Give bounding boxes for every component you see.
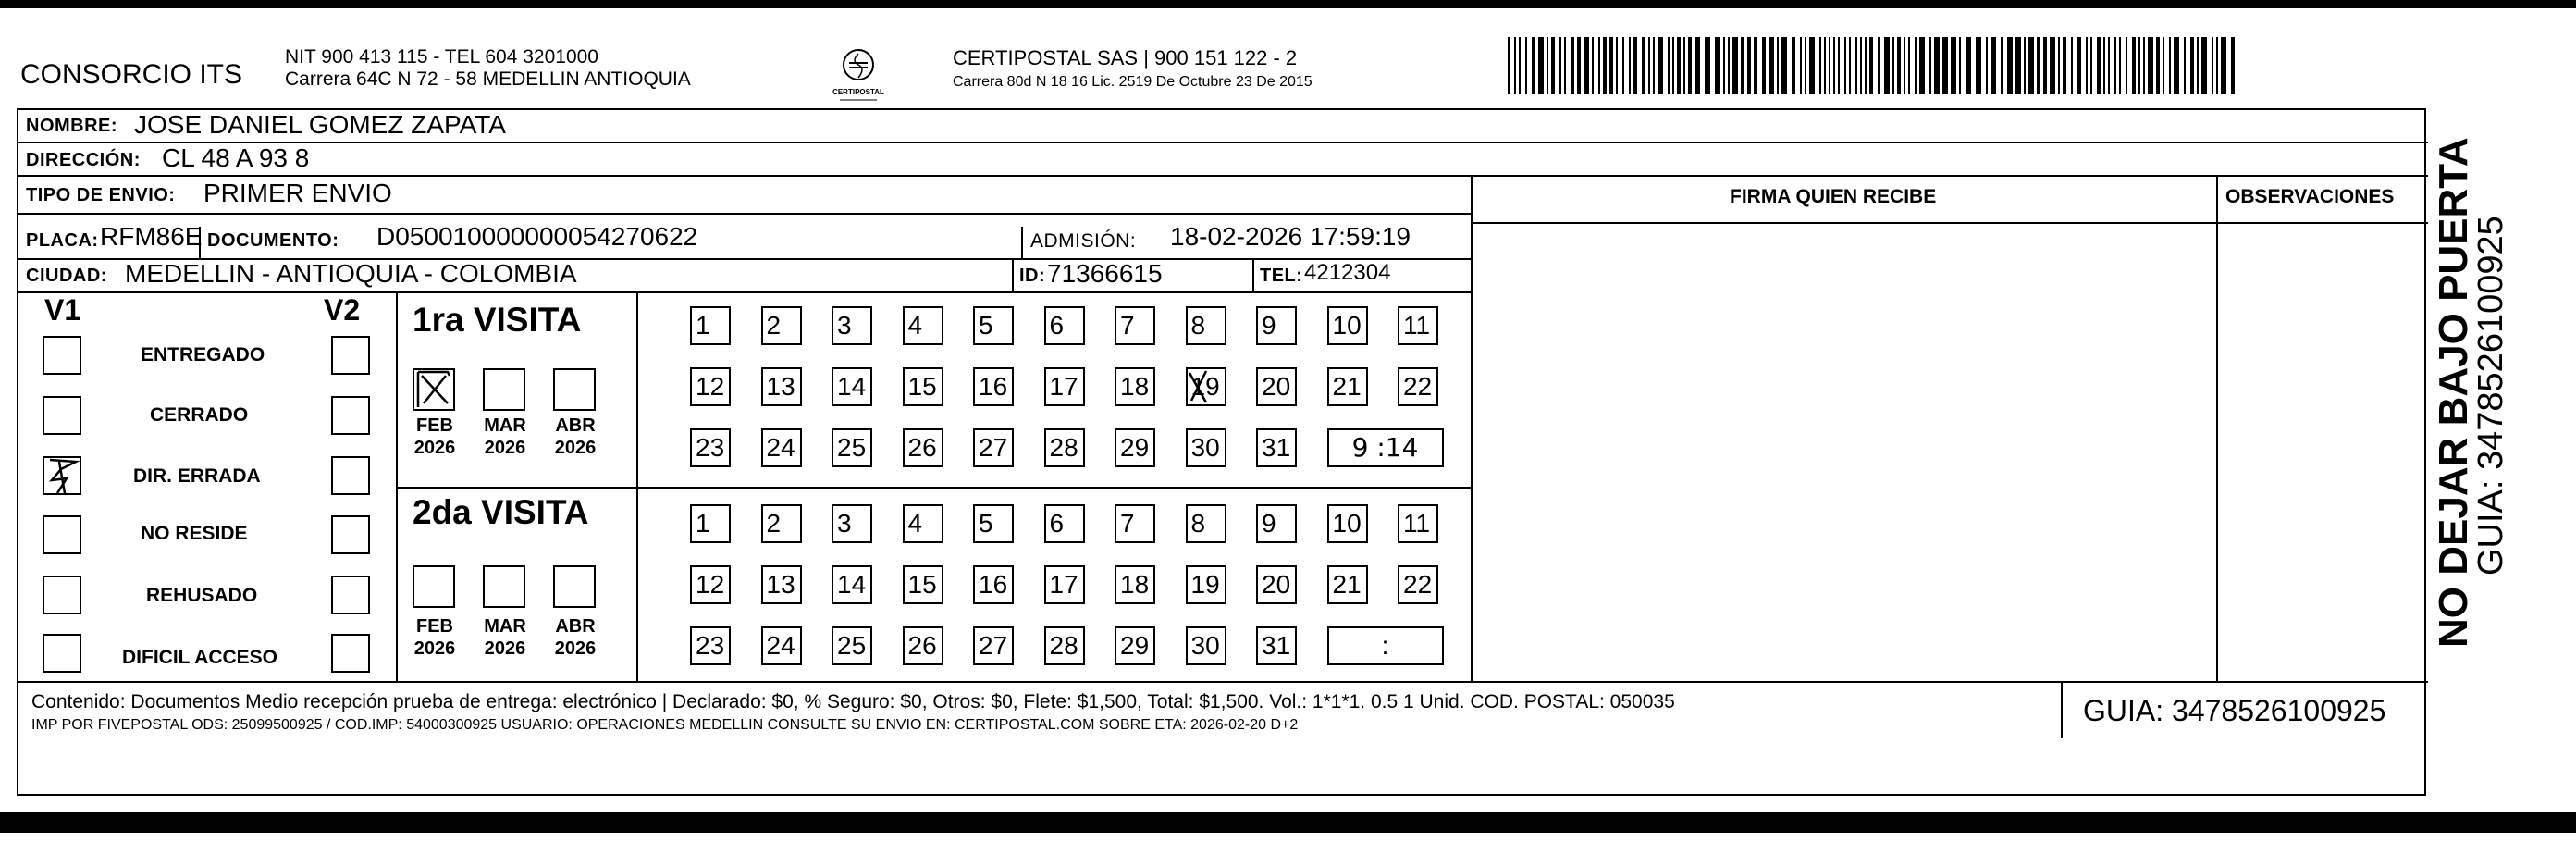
v1-checkbox-entregado[interactable] bbox=[43, 336, 81, 375]
column-line bbox=[636, 291, 638, 681]
x-mark-icon bbox=[1186, 367, 1226, 406]
placa-value: RFM86E bbox=[100, 222, 203, 251]
placa-label: PLACA: bbox=[26, 230, 99, 251]
visit-1-month-feb: FEB 2026 bbox=[413, 415, 456, 458]
day-box[interactable]: 14 bbox=[832, 565, 872, 604]
day-box[interactable]: 26 bbox=[903, 626, 943, 665]
day-box[interactable]: 5 bbox=[973, 306, 1014, 345]
v1-checkbox-rehusado[interactable] bbox=[43, 576, 81, 614]
day-box[interactable]: 10 bbox=[1327, 504, 1368, 543]
carrier-line: CERTIPOSTAL SAS | 900 151 122 - 2 bbox=[953, 46, 1298, 69]
day-box[interactable]: 8 bbox=[1186, 306, 1226, 345]
nit-line: NIT 900 413 115 - TEL 604 3201000 bbox=[285, 46, 598, 68]
delivery-form bbox=[17, 108, 2426, 796]
day-box[interactable]: 23 bbox=[690, 626, 731, 665]
day-box[interactable]: 4 bbox=[903, 504, 943, 543]
v2-checkbox-cerrado[interactable] bbox=[331, 396, 370, 435]
column-line bbox=[1471, 175, 1473, 681]
status-label: REHUSADO bbox=[146, 585, 258, 606]
day-box[interactable]: 23 bbox=[690, 428, 731, 467]
visit-2-month-abr: ABR 2026 bbox=[554, 616, 597, 659]
row-line bbox=[18, 291, 1471, 293]
day-box[interactable]: 17 bbox=[1044, 565, 1085, 604]
v1-checkbox-dir-errada[interactable] bbox=[43, 456, 81, 495]
day-box[interactable]: 26 bbox=[903, 428, 943, 467]
status-label: DIR. ERRADA bbox=[133, 465, 261, 487]
visit-2-month-mar-box[interactable] bbox=[483, 565, 525, 608]
day-box[interactable]: 13 bbox=[761, 367, 802, 406]
row-line bbox=[1471, 222, 2428, 224]
v2-checkbox-no-reside[interactable] bbox=[331, 515, 370, 554]
address-line: Carrera 64C N 72 - 58 MEDELLIN ANTIOQUIA bbox=[285, 68, 691, 90]
row-line bbox=[18, 213, 1471, 215]
visit-2-month-feb-box[interactable] bbox=[413, 565, 455, 608]
status-label: CERRADO bbox=[150, 404, 249, 426]
admision-label: ADMISIÓN: bbox=[1030, 230, 1137, 252]
day-box[interactable]: 30 bbox=[1186, 428, 1226, 467]
bottom-border-bar bbox=[0, 812, 2576, 833]
day-box[interactable]: 30 bbox=[1186, 626, 1226, 665]
day-box[interactable]: 3 bbox=[832, 306, 872, 345]
day-box[interactable]: 2 bbox=[761, 504, 802, 543]
column-line bbox=[1252, 258, 1254, 291]
day-box[interactable]: 2 bbox=[761, 306, 802, 345]
day-box[interactable]: 14 bbox=[832, 367, 872, 406]
certipostal-logo bbox=[831, 44, 886, 109]
row-line bbox=[396, 487, 1471, 489]
documento-value: D050010000000054270622 bbox=[376, 222, 698, 251]
column-line bbox=[2216, 175, 2218, 681]
day-box[interactable]: 8 bbox=[1186, 504, 1226, 543]
direccion-label: DIRECCIÓN: bbox=[26, 150, 141, 170]
v1-label: V1 bbox=[44, 293, 81, 327]
visit-1-title: 1ra VISITA bbox=[413, 301, 582, 339]
v2-checkbox-rehusado[interactable] bbox=[331, 576, 370, 614]
id-label: ID: bbox=[1019, 266, 1046, 286]
company-name: CONSORCIO ITS bbox=[20, 59, 243, 90]
row-line bbox=[18, 175, 2428, 177]
visit-2-month-mar: MAR 2026 bbox=[484, 616, 526, 659]
day-box[interactable]: 25 bbox=[832, 428, 872, 467]
check-mark-icon bbox=[43, 456, 81, 495]
column-line bbox=[396, 291, 398, 681]
day-box[interactable]: 24 bbox=[761, 626, 802, 665]
nombre-value: JOSE DANIEL GOMEZ ZAPATA bbox=[134, 110, 506, 139]
day-box[interactable]: 3 bbox=[832, 504, 872, 543]
side-guia-number: GUIA: 3478526100925 bbox=[2471, 216, 2510, 576]
day-box[interactable]: 10 bbox=[1327, 306, 1368, 345]
day-box[interactable]: 21 bbox=[1327, 565, 1368, 604]
day-box[interactable]: 31 bbox=[1256, 428, 1297, 467]
logo-text: CERTIPOSTAL bbox=[832, 88, 884, 96]
day-box[interactable]: 28 bbox=[1044, 428, 1085, 467]
observaciones-header: OBSERVACIONES bbox=[2225, 186, 2395, 207]
day-box[interactable]: 28 bbox=[1044, 626, 1085, 665]
direccion-value: CL 48 A 93 8 bbox=[162, 143, 310, 172]
day-box[interactable]: 6 bbox=[1044, 504, 1085, 543]
day-box[interactable]: 11 bbox=[1398, 504, 1438, 543]
day-box[interactable]: 4 bbox=[903, 306, 943, 345]
company-details bbox=[285, 46, 691, 91]
day-box[interactable]: 22 bbox=[1398, 565, 1438, 604]
day-box[interactable]: 15 bbox=[903, 565, 943, 604]
documento-label: DOCUMENTO: bbox=[207, 230, 339, 251]
day-box[interactable]: 22 bbox=[1398, 367, 1438, 406]
visit-2-month-feb: FEB 2026 bbox=[413, 616, 456, 659]
day-box[interactable]: 12 bbox=[690, 565, 731, 604]
ciudad-value: MEDELLIN - ANTIOQUIA - COLOMBIA bbox=[125, 259, 577, 288]
guia-number: GUIA: 3478526100925 bbox=[2083, 694, 2386, 727]
tipo-envio-value: PRIMER ENVIO bbox=[203, 179, 392, 207]
firma-header: FIRMA QUIEN RECIBE bbox=[1730, 186, 1937, 207]
day-box[interactable]: 9 bbox=[1256, 504, 1297, 543]
day-box[interactable]: 13 bbox=[761, 565, 802, 604]
day-box[interactable]: 31 bbox=[1256, 626, 1297, 665]
guia-box bbox=[2061, 681, 2430, 738]
v1-checkbox-no-reside[interactable] bbox=[43, 515, 81, 554]
tipo-envio-label: TIPO DE ENVIO: bbox=[26, 185, 176, 205]
id-value: 71366615 bbox=[1047, 259, 1163, 288]
day-box[interactable]: 1 bbox=[690, 504, 731, 543]
status-label: NO RESIDE bbox=[141, 523, 248, 544]
imp-line: IMP POR FIVEPOSTAL ODS: 25099500925 / COD.IMP: 54000300925 USUARIO: OPERACIONES MEDELLIN CONSULTE SU ENVIO EN: CERTIPOSTAL.COM SOBRE ETA: 2026-02-20 D+2 bbox=[31, 717, 1299, 733]
day-box[interactable]: 27 bbox=[973, 428, 1014, 467]
day-box[interactable]: 21 bbox=[1327, 367, 1368, 406]
day-box[interactable]: 9 bbox=[1256, 306, 1297, 345]
v2-checkbox-entregado[interactable] bbox=[331, 336, 370, 375]
x-mark-icon bbox=[413, 368, 455, 411]
v2-checkbox-dir-errada[interactable] bbox=[331, 456, 370, 495]
carrier-license: Carrera 80d N 18 16 Lic. 2519 De Octubre 23 De 2015 bbox=[953, 74, 1313, 90]
tel-value: 4212304 bbox=[1304, 260, 1391, 285]
day-box[interactable]: 18 bbox=[1115, 367, 1155, 406]
day-box[interactable]: 25 bbox=[832, 626, 872, 665]
day-box[interactable]: 5 bbox=[973, 504, 1014, 543]
column-line bbox=[1021, 227, 1023, 258]
top-border-bar bbox=[0, 0, 2576, 8]
day-box[interactable]: 27 bbox=[973, 626, 1014, 665]
visit-1-month-abr-box[interactable] bbox=[553, 368, 596, 411]
tracking-barcode bbox=[1508, 37, 2243, 94]
v2-label: V2 bbox=[324, 293, 361, 327]
tel-label: TEL: bbox=[1260, 266, 1303, 286]
day-box[interactable]: 29 bbox=[1115, 428, 1155, 467]
day-box[interactable]: 7 bbox=[1115, 504, 1155, 543]
day-box[interactable]: 24 bbox=[761, 428, 802, 467]
day-box[interactable]: 19 bbox=[1186, 565, 1226, 604]
visit-1-month-mar-box[interactable] bbox=[483, 368, 525, 411]
day-box[interactable]: 15 bbox=[903, 367, 943, 406]
visit-time-field[interactable]: 9 :14 bbox=[1327, 428, 1444, 467]
visit-1-month-mar: MAR 2026 bbox=[484, 415, 526, 458]
day-box[interactable]: 7 bbox=[1115, 306, 1155, 345]
ciudad-label: CIUDAD: bbox=[26, 266, 107, 286]
day-box[interactable]: 1 bbox=[690, 306, 731, 345]
day-box-marked[interactable]: 19 bbox=[1186, 367, 1226, 406]
day-box[interactable]: 11 bbox=[1398, 306, 1438, 345]
day-box[interactable]: 6 bbox=[1044, 306, 1085, 345]
v1-checkbox-cerrado[interactable] bbox=[43, 396, 81, 435]
day-box[interactable]: 20 bbox=[1256, 367, 1297, 406]
day-box[interactable]: 17 bbox=[1044, 367, 1085, 406]
no-dejar-bajo-puerta-warning: NO DEJAR BAJO PUERTA bbox=[2431, 137, 2476, 648]
v1-checkbox-dificil-acceso[interactable] bbox=[43, 634, 81, 673]
visit-1-month-feb-box[interactable] bbox=[413, 368, 455, 411]
visit-1-month-abr: ABR 2026 bbox=[554, 415, 597, 458]
day-box[interactable]: 20 bbox=[1256, 565, 1297, 604]
day-box[interactable]: 18 bbox=[1115, 565, 1155, 604]
nombre-label: NOMBRE: bbox=[26, 116, 118, 136]
row-line bbox=[18, 142, 2428, 143]
day-box[interactable]: 16 bbox=[973, 367, 1014, 406]
v2-checkbox-dificil-acceso[interactable] bbox=[331, 634, 370, 673]
day-box[interactable]: 12 bbox=[690, 367, 731, 406]
visit-2-title: 2da VISITA bbox=[413, 493, 589, 531]
visit-time-field[interactable]: : bbox=[1327, 626, 1444, 665]
status-label: ENTREGADO bbox=[141, 344, 265, 365]
status-label: DIFICIL ACCESO bbox=[122, 647, 278, 668]
visit-2-month-abr-box[interactable] bbox=[553, 565, 596, 608]
day-box[interactable]: 16 bbox=[973, 565, 1014, 604]
admision-value: 18-02-2026 17:59:19 bbox=[1170, 222, 1411, 251]
day-box[interactable]: 29 bbox=[1115, 626, 1155, 665]
contenido-line: Contenido: Documentos Medio recepción prueba de entrega: electrónico | Declarado: $0, % Seguro: $0, Otros: $0, Flete: $1,500, Total: $1,500. Vol.: 1*1*1. 0.5 1 Unid. COD. POSTAL: 050035 bbox=[31, 691, 1675, 712]
